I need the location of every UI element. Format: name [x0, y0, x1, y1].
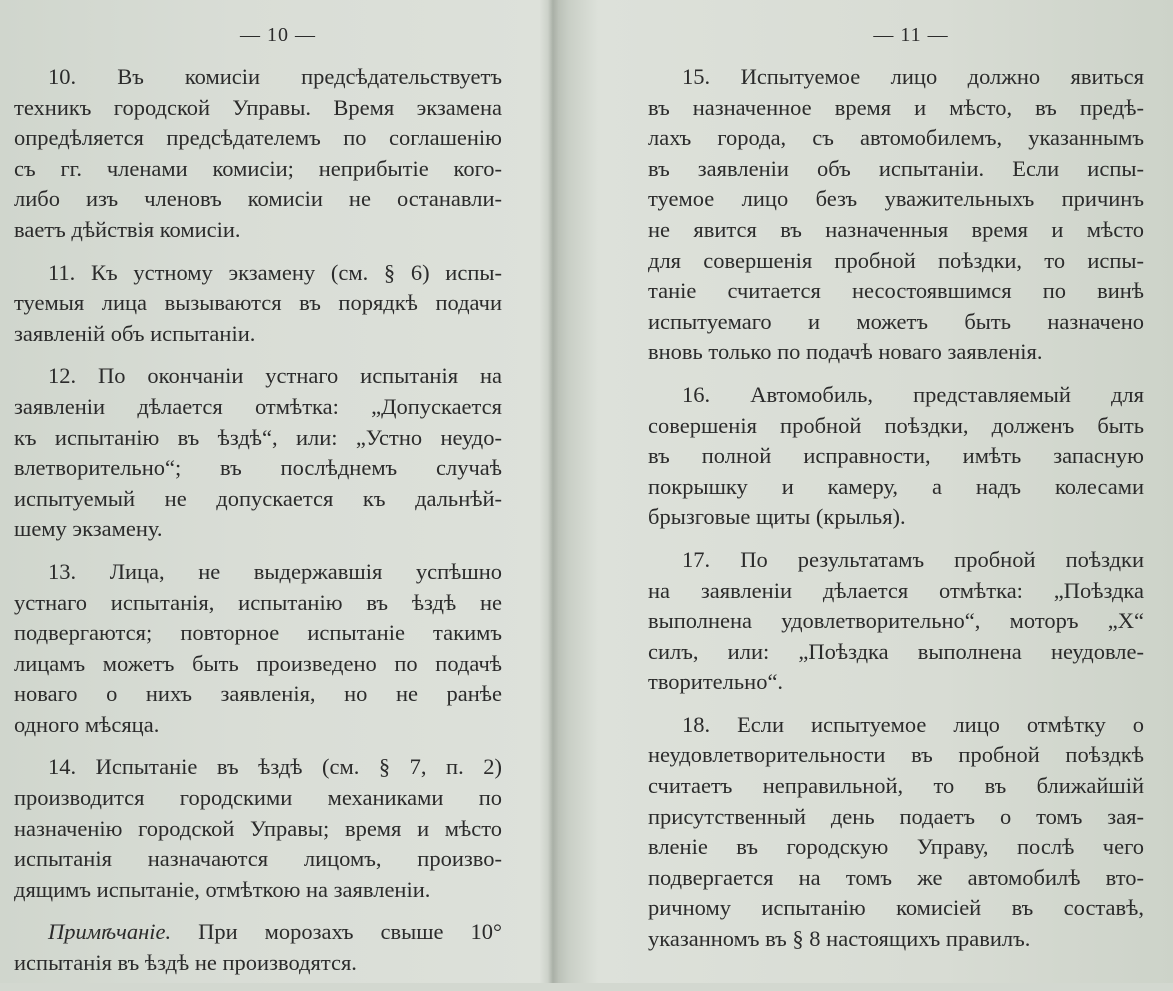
- text-line: 15. Испытуемое лицо должно явиться: [682, 64, 1144, 89]
- note-heading: Примѣчанiе.: [48, 919, 172, 945]
- text-line: въ заявленiи объ испытанiи. Если испы-: [648, 155, 1144, 181]
- text-line: новаго о нихъ заявленiя, но не ранѣе: [14, 681, 502, 707]
- text-line: на заявленiи дѣлается отмѣтка: „Поѣздка: [648, 577, 1144, 603]
- text-line: туемое лицо безъ уважительныхъ причинъ: [648, 186, 1144, 212]
- text-line: 12. По окончанiи устнаго испытанiя на: [48, 363, 502, 389]
- text-line: 14. Испытанiе въ ѣздѣ (см. § 7, п. 2): [48, 754, 502, 780]
- text-line: вленiе въ городскую Управу, послѣ чего: [648, 834, 1144, 860]
- text-line: устнаго испытанiя, испытанiю въ ѣздѣ не: [14, 589, 502, 615]
- text-line: испытанiя назначаются лицомъ, произво-: [14, 846, 502, 872]
- text-line: назначенiю городской Управы; время и мѣсто: [14, 815, 502, 841]
- text-line: считаетъ неправильной, то въ ближайшiй: [648, 773, 1144, 799]
- paragraph-15: [648, 62, 1144, 368]
- text-line: вновь только по подачѣ новаго заявленiя.: [648, 339, 1043, 365]
- text-line: испытуемый не допускается къ дальнѣй-: [14, 485, 502, 511]
- text-line: танiе считается несостоявшимся по винѣ: [648, 278, 1144, 304]
- right-page: [648, 18, 1144, 967]
- text-line: творительно“.: [648, 669, 784, 695]
- text-line: влетворительно“; въ послѣднемъ случаѣ: [14, 455, 502, 481]
- text-line: испытуемаго и можетъ быть назначено: [648, 308, 1144, 334]
- text-line: указанномъ въ § 8 настоящихъ правилъ.: [648, 926, 1031, 952]
- text-line: либо изъ членовъ комисiи не останавли-: [14, 186, 502, 212]
- text-line: присутственный день подаетъ о томъ зая-: [648, 803, 1144, 829]
- text-line: съ гг. членами комисiи; неприбытiе кого-: [14, 155, 502, 181]
- text-line: не явится въ назначенныя время и мѣсто: [648, 216, 1144, 242]
- paragraph-12: [14, 361, 502, 545]
- text-line: силъ, или: „Поѣздка выполнена неудовле-: [648, 638, 1144, 664]
- text-line: туемыя лица вызываются въ порядкѣ подачи: [14, 290, 502, 316]
- text-line: въ полной исправности, имѣть запасную: [648, 443, 1144, 469]
- text-line: дящимъ испытанiе, отмѣткою на заявленiи.: [14, 876, 431, 902]
- text-line: лицамъ можетъ быть произведено по подачѣ: [14, 650, 502, 676]
- text-line: ваетъ дѣйствiя комисiи.: [14, 216, 241, 242]
- text-line: въ назначенное время и мѣсто, въ предѣ-: [648, 94, 1144, 120]
- page-number-right: — 11 —: [873, 24, 949, 46]
- text-line: 18. Если испытуемое лицо отмѣтку о: [682, 711, 1144, 737]
- text-line: выполнена удовлетворительно“, моторъ „X“: [648, 608, 1144, 634]
- paragraph-16: [648, 380, 1144, 533]
- text-line: техникъ городской Управы. Время экзамена: [14, 94, 502, 120]
- text-line: опредѣляется предсѣдателемъ по соглашенiю: [14, 125, 502, 151]
- text-line: шему экзамену.: [14, 516, 163, 542]
- text-line: заявленiи дѣлается отмѣтка: „Допускается: [14, 393, 502, 419]
- note-text: При морозахъ свыше 10°: [198, 919, 503, 945]
- text-line: 10. Въ комисiи предсѣдательствуетъ: [48, 64, 502, 89]
- text-line: 17. По результатамъ пробной поѣздки: [682, 546, 1144, 572]
- text-line: покрышку и камеру, а надъ колесами: [648, 473, 1144, 499]
- text-line: къ испытанiю въ ѣздѣ“, или: „Устно неудо-: [14, 424, 502, 450]
- paragraph-14: [14, 752, 502, 905]
- text-line: 13. Лица, не выдержавшiя успѣшно: [48, 558, 502, 584]
- paragraph-10: [14, 62, 502, 246]
- page-number-left: — 10 —: [240, 24, 316, 46]
- paragraph-17: [648, 545, 1144, 698]
- note-paragraph: [14, 917, 502, 978]
- text-line: ричному испытанiю комисiей въ составѣ,: [648, 895, 1144, 921]
- text-line: испытанiя въ ѣздѣ не производятся.: [14, 950, 357, 976]
- text-line: совершенiя пробной поѣздки, долженъ быть: [648, 412, 1144, 438]
- text-line: [14, 917, 502, 948]
- text-line: заявленiй объ испытанiи.: [14, 320, 256, 346]
- text-line: неудовлетворительности въ пробной поѣздкѣ: [648, 742, 1144, 768]
- text-line: 11. Къ устному экзамену (см. § 6) испы-: [48, 259, 502, 285]
- text-line: брызговые щиты (крылья).: [648, 504, 906, 530]
- book-gutter: [548, 0, 558, 983]
- text-line: производится городскими механиками по: [14, 785, 502, 811]
- text-line: подвергается на томъ же автомобилѣ вто-: [648, 864, 1144, 890]
- text-line: подвергаются; повторное испытанiе такимъ: [14, 620, 502, 646]
- text-line: 16. Автомобиль, представляемый для: [682, 381, 1144, 407]
- text-line: для совершенiя пробной поѣздки, то испы-: [648, 247, 1144, 273]
- text-line: лахъ города, съ автомобилемъ, указаннымъ: [648, 125, 1144, 151]
- paragraph-18: [648, 710, 1144, 955]
- text-line: одного мѣсяца.: [14, 711, 160, 737]
- paragraph-11: [14, 258, 502, 350]
- left-page: [14, 18, 502, 991]
- paragraph-13: [14, 557, 502, 741]
